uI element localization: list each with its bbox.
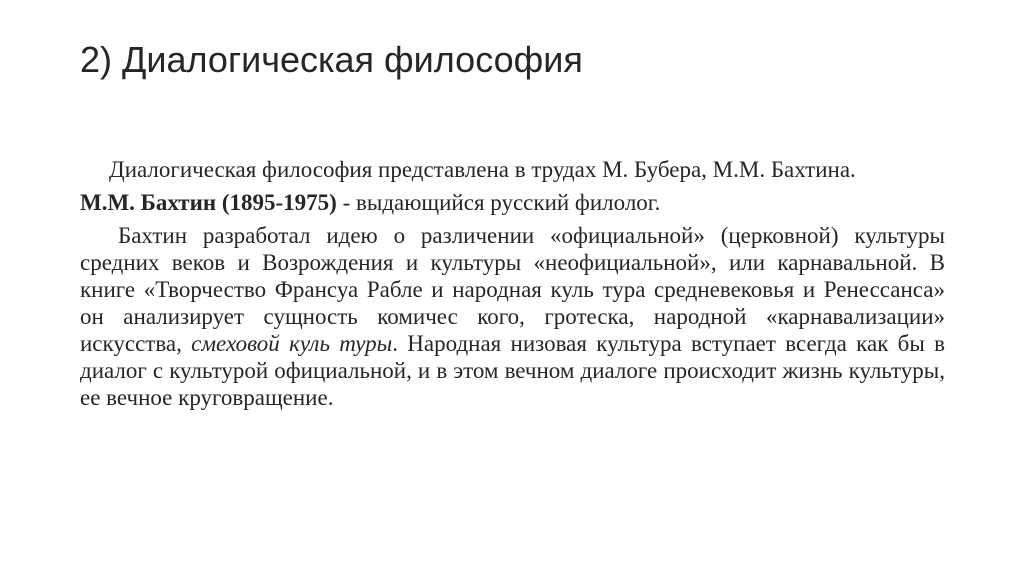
paragraph-intro: Диалогическая философия представлена в трудах М. Бубера, М.М. Бахтина. [109,157,856,182]
paragraph-main-text-2: . Народная низовая культура вступает всегда как бы в диалог с культурой официальной, и в этом вечном диалоге происходит жизнь культуры, ее вечное круговращение. [80,331,945,410]
bakhtin-name-bold: М.М. Бахтин (1895-1975) [80,190,337,215]
slide-title: 2) Диалогическая философия [80,39,583,80]
paragraph-main-italic: смеховой куль туры [191,331,393,356]
bakhtin-description: - выдающийся русский филолог. [336,190,661,215]
paragraph-main-text-1: Бахтин разработал идею о различении «официальной» (церковной) культуры средних веков и Возрождения и культуры «неофициальной», или карнавальной. В книге «Творчество Франсуа Рабле и народная куль тура средневековья и Ренессанса» он анализирует сущность комичес кого, гротеска, народной «карнавализации» искусства, [80,223,945,356]
slide-body [80,156,945,411]
paragraph-bakhtin [80,189,945,216]
paragraph-main [80,222,945,411]
